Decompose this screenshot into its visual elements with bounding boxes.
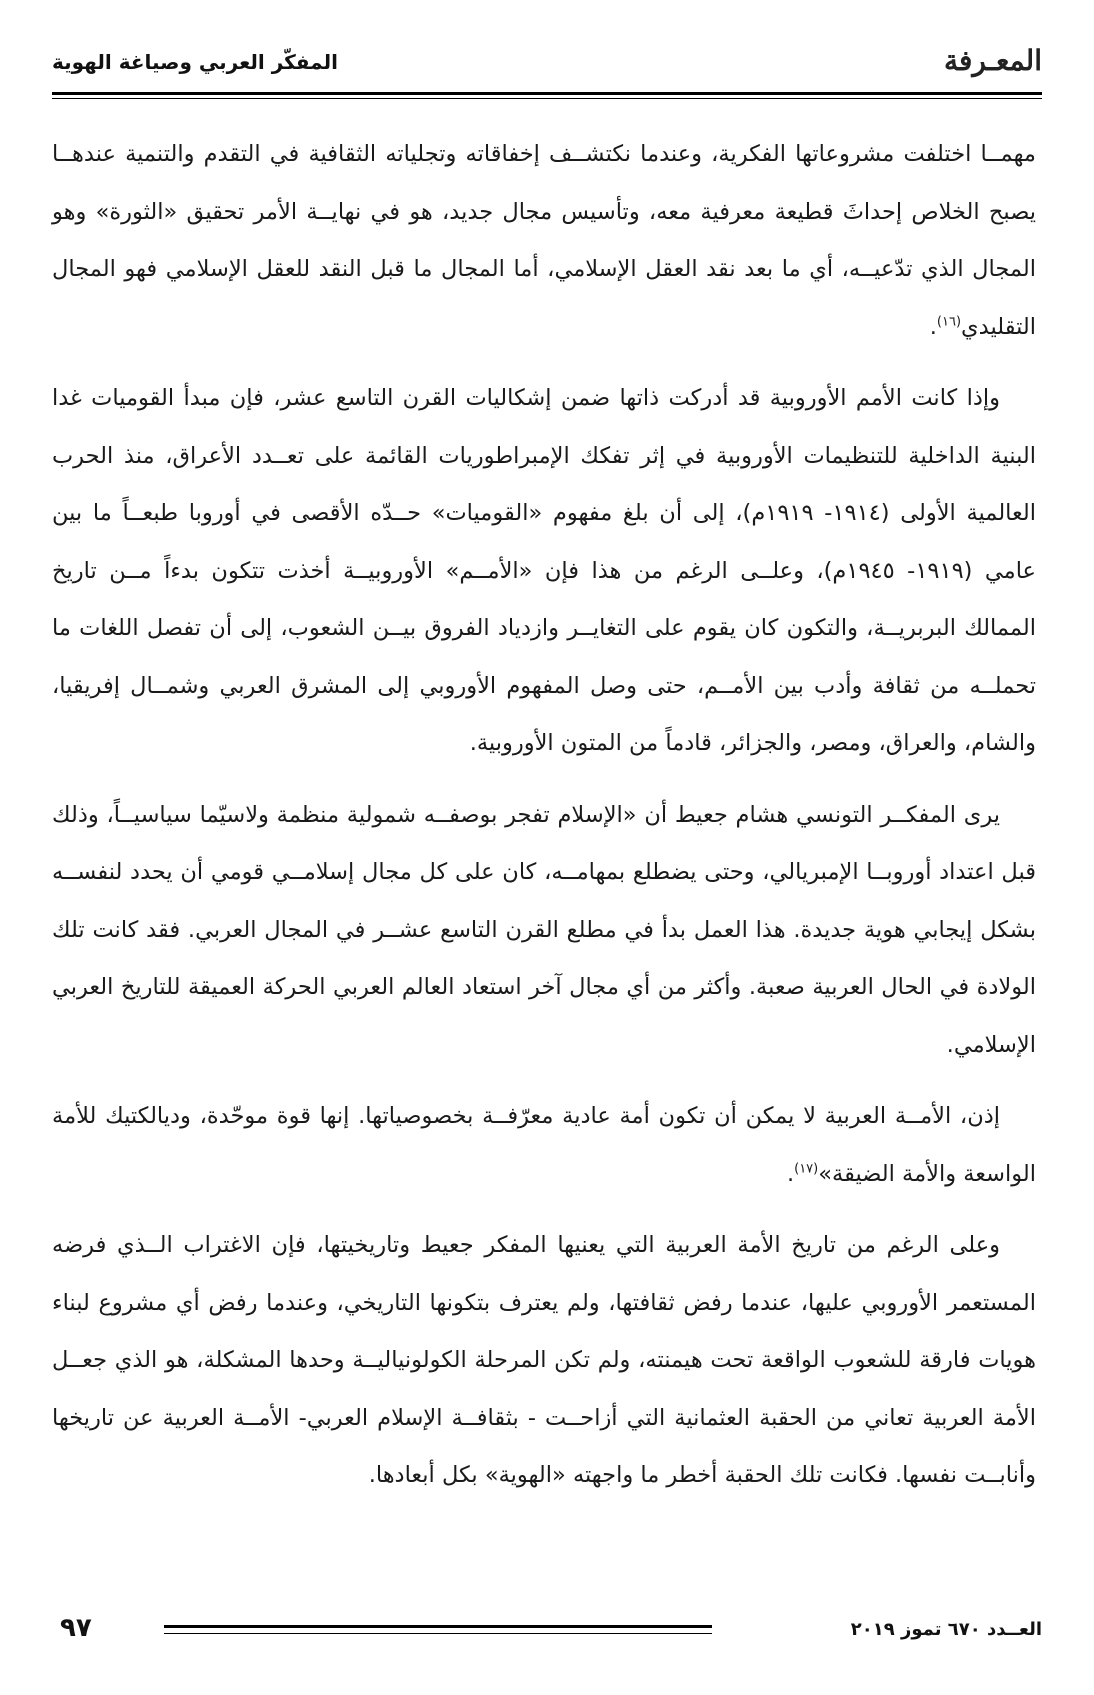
footnote-ref-16: (١٦) [936, 314, 962, 329]
header-rule-thick [52, 92, 1042, 95]
paragraph-3: يرى المفكــر التونسي هشام جعيط أن «الإسلام تفجر بوصفــه شمولية منظمة ولاسيّما سياسيــاً، وذلك قبل اعتداد أوروبــا الإمبريالي، وحتى يضطلع بمهامــه، كان على كل مجال إسلامــي قومي أن يحدد لنفســه بشكل إيجابي هوية جديدة. هذا العمل بدأ في مطلع القرن التاسع عشــر في المجال العربي. فقد كانت تلك الولادة في الحال العربية صعبة. وأكثر من أي مجال آخر استعاد العالم العربي الحركة العميقة للتاريخ العربي الإسلامي. [52, 801, 1036, 1058]
footer-rule-thick [164, 1625, 712, 1628]
footer-rules [164, 1625, 712, 1633]
footer-rule-thin [164, 1633, 712, 1634]
page-header [52, 38, 1042, 94]
paragraph-1: مهمــا اختلفت مشروعاتها الفكرية، وعندما نكتشــف إخفاقاته وتجلياته الثقافية في التقدم والتنمية عندهــا يصبح الخلاص إحداثَ قطيعة معرفية معه، وتأسيس مجال جديد، هو في نهايــة الأمر تحقيق «الثورة» وهو المجال الذي تدّعيــه، أي ما بعد نقد العقل الإسلامي، أما المجال ما قبل النقد للعقل الإسلامي فهو المجال التقليدي$^{(١٦)}$. [52, 141, 1036, 340]
issue-info: العــدد ٦٧٠ تموز ٢٠١٩ [850, 1619, 1042, 1640]
header-rule-thin [52, 98, 1042, 99]
page-footer [52, 1611, 1042, 1651]
paragraph-5: وعلى الرغم من تاريخ الأمة العربية التي يعنيها المفكر جعيط وتاريخيتها، فإن الاغتراب الــذي فرضه المستعمر الأوروبي عليها، عندما رفض ثقافتها، ولم يعترف بتكونها التاريخي، وعندما رفض أي مشروع لبناء هويات فارقة للشعوب الواقعة تحت هيمنته، ولم تكن المرحلة الكولونياليــة وحدها المشكلة، هو الذي جعــل الأمة العربية تعاني من الحقبة العثمانية التي أزاحــت - بثقافــة الإسلام العربي- الأمــة العربية عن تاريخها وأنابــت نفسها. فكانت تلك الحقبة أخطر ما واجهته «الهوية» بكل أبعادها. [52, 1232, 1036, 1488]
article-body [52, 126, 1036, 1555]
footnote-ref-17: (١٧) [794, 1161, 819, 1176]
paragraph-4: إذن، الأمــة العربية لا يمكن أن تكون أمة عادية معرّفــة بخصوصياتها. إنها قوة موحّدة، وديالكتيك للأمة الواسعة والأمة الضيقة»$^{(١٧)}$. [52, 1103, 1036, 1187]
paragraph-2: وإذا كانت الأمم الأوروبية قد أدركت ذاتها ضمن إشكاليات القرن التاسع عشر، فإن مبدأ القوميات غدا البنية الداخلية للتنظيمات الأوروبية في إثر تفكك الإمبراطوريات القائمة على تعــدد الأعراق، منذ الحرب العالمية الأولى (١٩١٤- ١٩١٩م)، إلى أن بلغ مفهوم «القوميات» حــدّه الأقصى في أوروبا طبعــاً ما بين عامي (١٩١٩- ١٩٤٥م)، وعلــى الرغم من هذا فإن «الأمــم» الأوروبيــة أخذت تتكون بدءاً مــن تاريخ الممالك البربريــة، والتكون كان يقوم على التغايــر وازدياد الفروق بيــن الشعوب، إلى أن تفصل اللغات ما تحملــه من ثقافة وأدب بين الأمــم، حتى وصل المفهوم الأوروبي إلى المشرق العربي وشمــال إفريقيا، والشام، والعراق، ومصر، والجزائر، قادماً من المتون الأوروبية. [52, 385, 1036, 756]
magazine-logo: المعـرفة [943, 44, 1042, 77]
article-title: المفكّر العربي وصياغة الهوية [52, 50, 338, 74]
page-number: ٩٧ [60, 1613, 92, 1643]
